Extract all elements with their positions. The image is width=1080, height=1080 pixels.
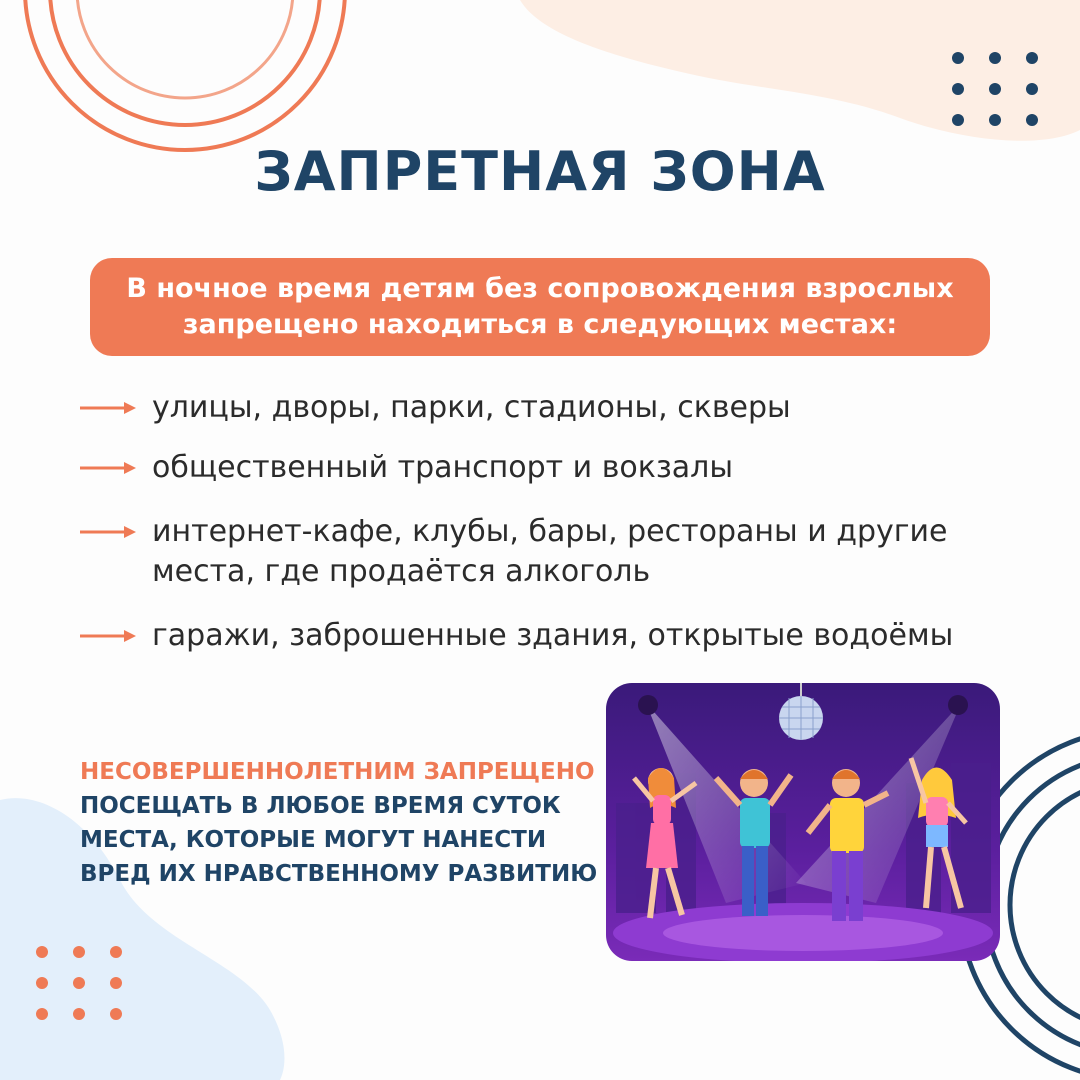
intro-banner: [90, 258, 990, 356]
banner-line-1: В ночное время детям без сопровождения взрослых: [126, 273, 954, 304]
list-item-text: интернет-кафе, клубы, бары, рестораны и другие: [152, 514, 948, 549]
orange-rings-decor: [25, 0, 345, 150]
warning-line-3: МЕСТА, КОТОРЫЕ МОГУТ НАНЕСТИ: [80, 827, 547, 853]
list-item: [80, 616, 1020, 656]
arrow-right-icon: [80, 524, 136, 540]
forbidden-places-list: [80, 388, 1020, 656]
arrow-right-icon: [80, 400, 136, 416]
list-item: [80, 388, 1020, 428]
party-scene-image: [606, 683, 1000, 961]
list-item: [80, 512, 1020, 592]
page-title: ЗАПРЕТНАЯ ЗОНА: [254, 140, 826, 203]
arrow-right-icon: [80, 460, 136, 476]
list-item: [80, 448, 1020, 488]
list-item-text-continuation: места, где продаётся алкоголь: [152, 554, 651, 589]
warning-line-2: ПОСЕЩАТЬ В ЛЮБОЕ ВРЕМЯ СУТОК: [80, 793, 561, 819]
warning-line-4: ВРЕД ИХ НРАВСТВЕННОМУ РАЗВИТИЮ: [80, 861, 598, 887]
list-item-text: улицы, дворы, парки, стадионы, скверы: [152, 390, 791, 425]
warning-text: [80, 755, 600, 891]
dancing-party-illustration: [606, 683, 1000, 961]
list-item-text: общественный транспорт и вокзалы: [152, 450, 734, 485]
list-item-text: гаражи, заброшенные здания, открытые водоёмы: [152, 618, 954, 653]
warning-line-1: НЕСОВЕРШЕННОЛЕТНИМ ЗАПРЕЩЕНО: [80, 759, 595, 785]
arrow-right-icon: [80, 628, 136, 644]
banner-line-2: запрещено находиться в следующих местах:: [182, 309, 898, 340]
